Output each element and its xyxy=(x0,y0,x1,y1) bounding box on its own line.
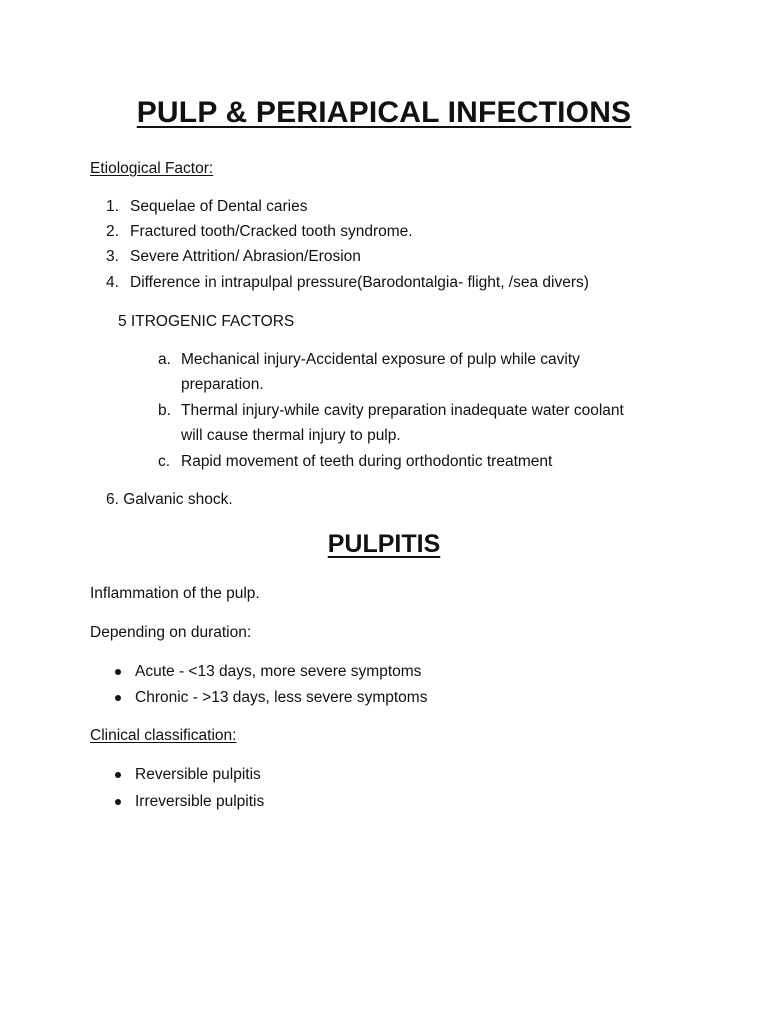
bullet-icon xyxy=(115,772,121,778)
bullet-icon xyxy=(115,669,121,675)
sublist-item-marker: b. xyxy=(158,402,171,419)
list-item: Difference in intrapulpal pressure(Barodontalgia- flight, /sea divers) xyxy=(130,274,589,291)
list-item-marker: 3. xyxy=(106,248,119,265)
list-item: Fractured tooth/Cracked tooth syndrome. xyxy=(130,223,413,240)
list-item-marker: 1. xyxy=(106,198,119,215)
sublist-item: Rapid movement of teeth during orthodontic treatment xyxy=(181,453,553,470)
duration-heading: Depending on duration: xyxy=(90,624,252,641)
list-item-marker: 4. xyxy=(106,274,119,291)
iatrogenic-factors-heading: 5 ITROGENIC FACTORS xyxy=(118,313,295,330)
section-title-pulpitis: PULPITIS xyxy=(327,530,441,558)
page-title: PULP & PERIAPICAL INFECTIONS xyxy=(136,96,632,129)
sublist-item-marker: c. xyxy=(158,453,171,470)
duration-item: Acute - <13 days, more severe symptoms xyxy=(135,663,422,680)
pulpitis-definition: Inflammation of the pulp. xyxy=(90,585,260,602)
sublist-item-continuation: preparation. xyxy=(181,376,264,393)
sublist-item-marker: a. xyxy=(158,351,171,368)
list-item: Severe Attrition/ Abrasion/Erosion xyxy=(130,248,361,265)
classification-item: Reversible pulpitis xyxy=(135,766,261,783)
bullet-icon xyxy=(115,799,121,805)
sublist-item-continuation: will cause thermal injury to pulp. xyxy=(181,427,401,444)
classification-item: Irreversible pulpitis xyxy=(135,793,265,810)
list-item: Sequelae of Dental caries xyxy=(130,198,308,215)
galvanic-shock-item: 6. Galvanic shock. xyxy=(106,491,233,508)
duration-item: Chronic - >13 days, less severe symptoms xyxy=(135,689,428,706)
etiological-factor-heading: Etiological Factor: xyxy=(90,160,214,177)
bullet-icon xyxy=(115,695,121,701)
sublist-item: Mechanical injury-Accidental exposure of pulp while cavity xyxy=(181,351,580,368)
list-item-marker: 2. xyxy=(106,223,119,240)
clinical-classification-heading: Clinical classification: xyxy=(90,727,237,744)
sublist-item: Thermal injury-while cavity preparation inadequate water coolant xyxy=(181,402,624,419)
